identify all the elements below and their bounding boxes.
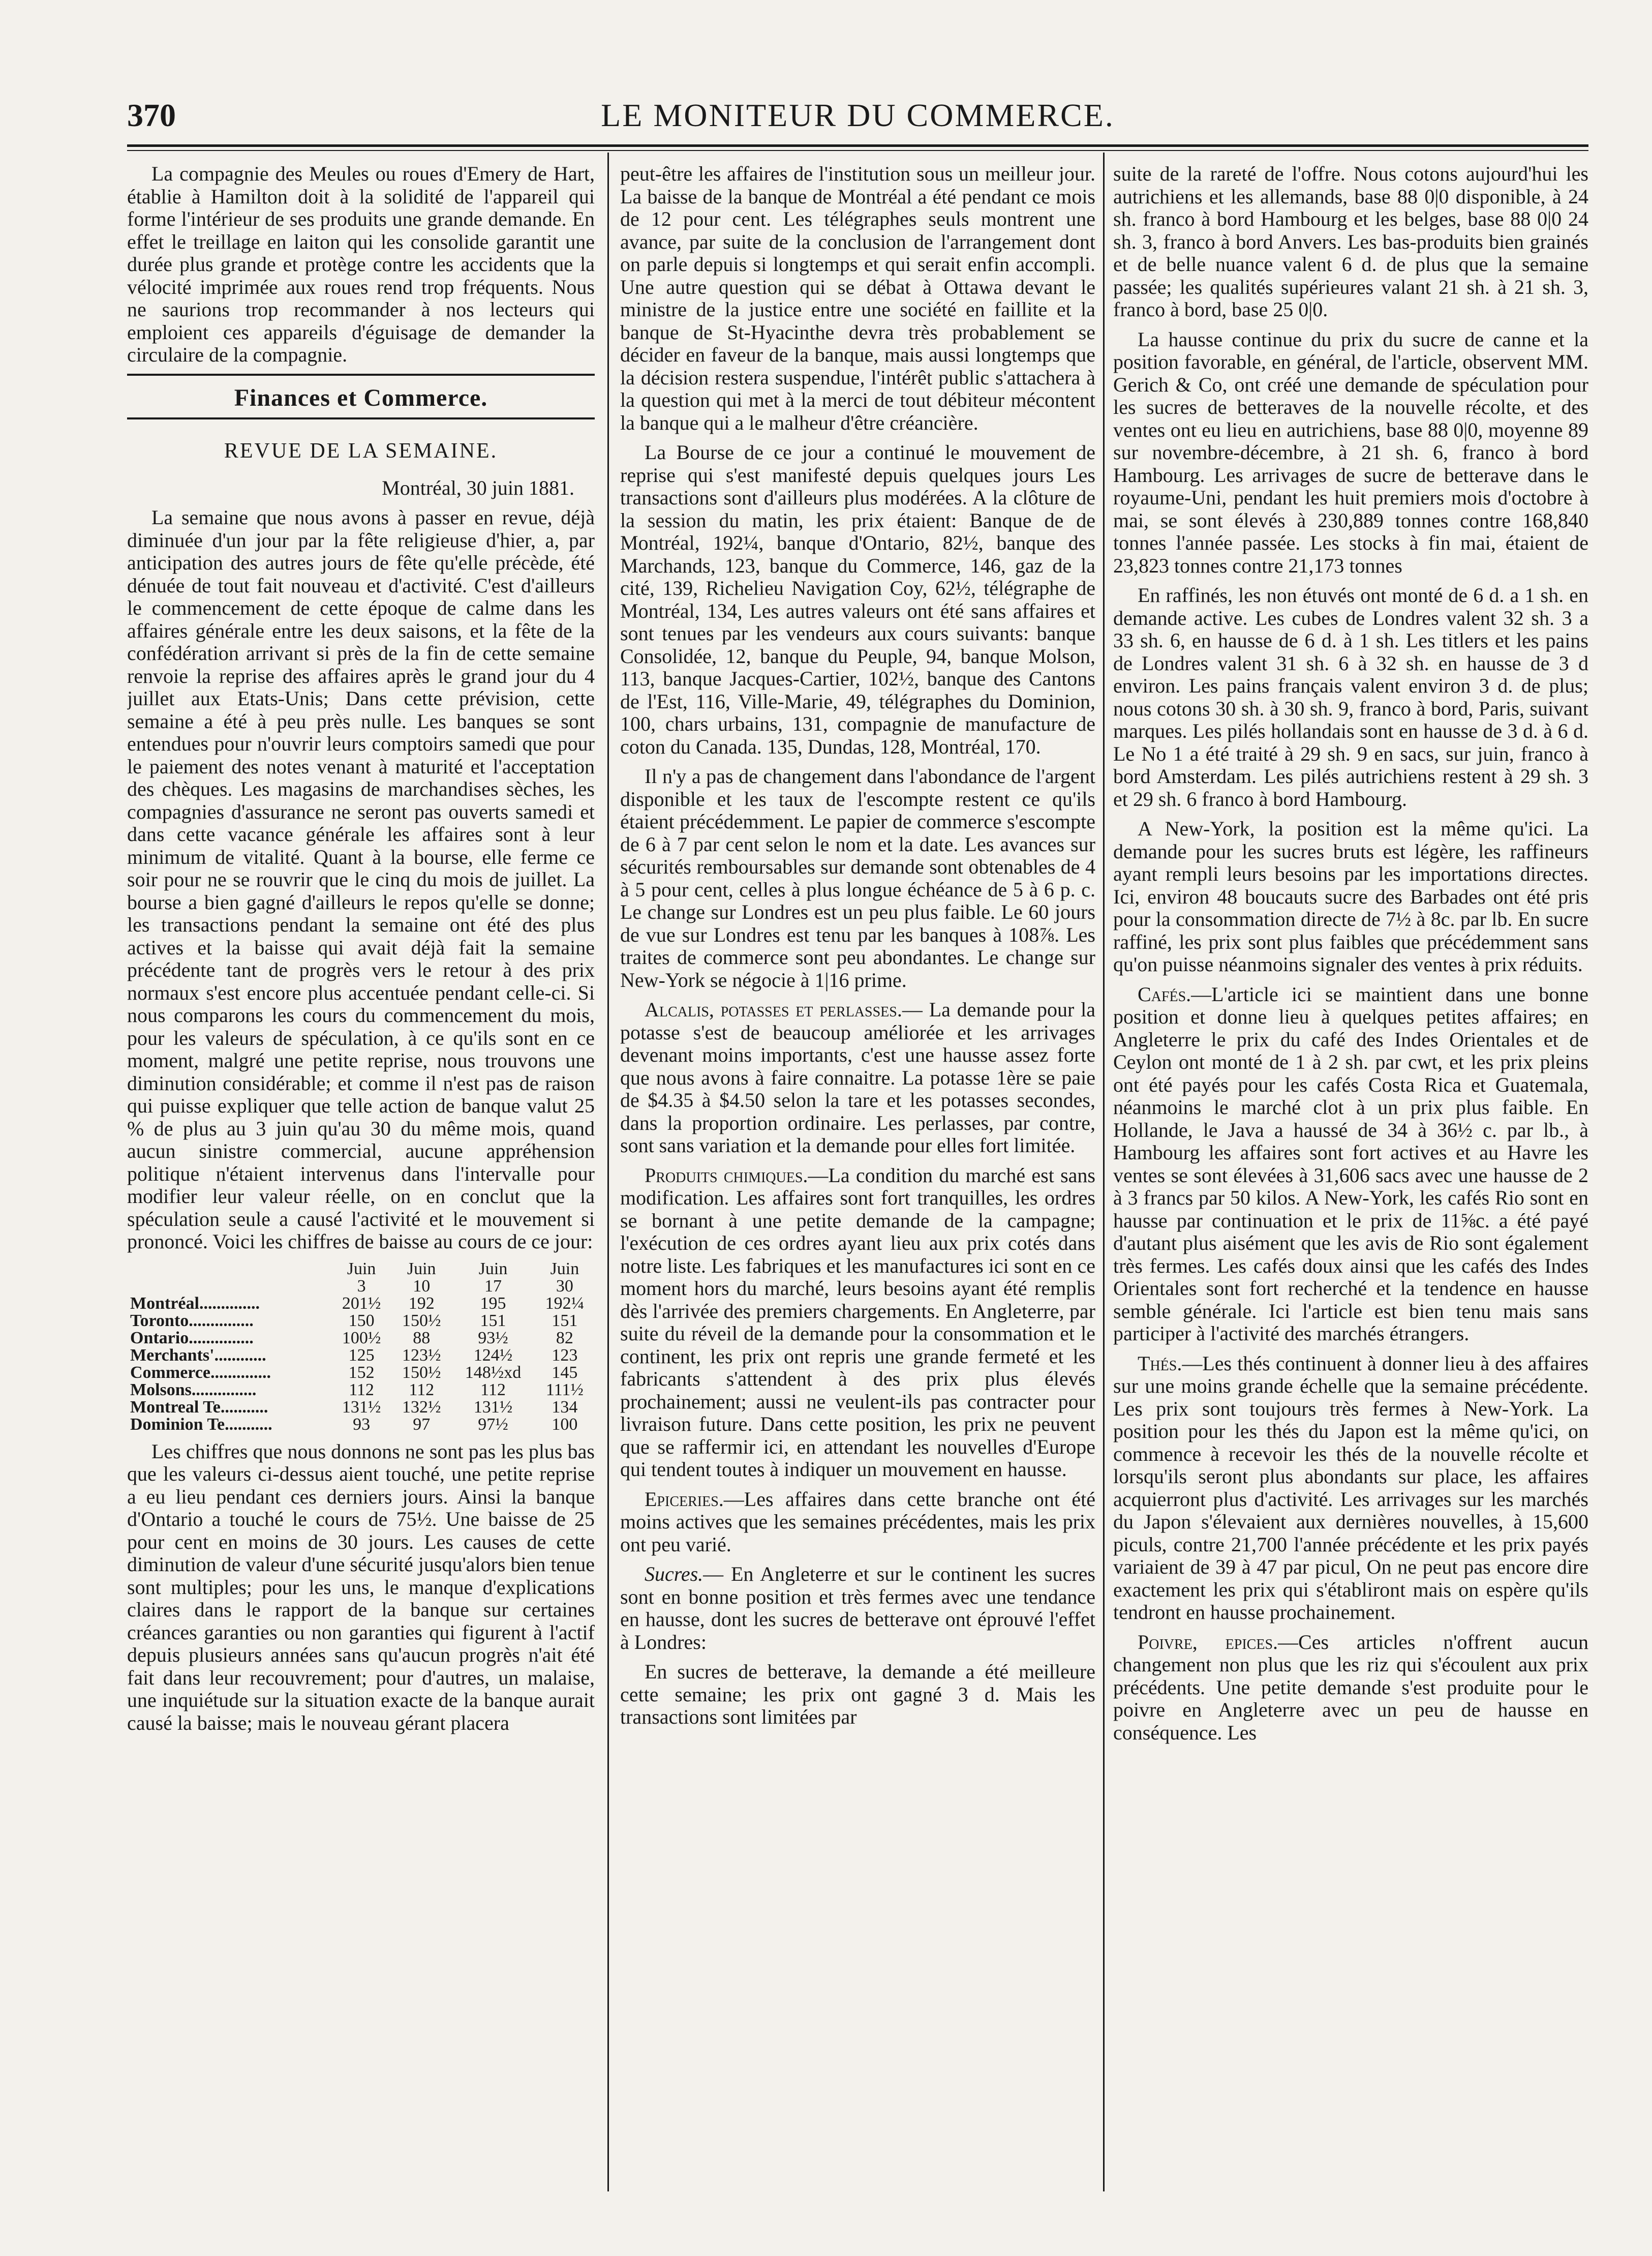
table-cell: Montreal Te........... [130,1397,268,1417]
column-3 [1113,163,1588,2197]
header-rule-thin [127,150,1588,151]
table-header: 10 [413,1276,431,1296]
table-cell: 150½ [402,1363,441,1382]
section-divider [127,374,595,376]
table-header: 3 [357,1276,366,1296]
column-divider [1103,153,1105,2191]
table-row [127,1381,595,1399]
article-paragraph: En sucres de betterave, la demande a été meilleure cette semaine; les prix ont gagné 3 d. Mais les transactions sont limitées par [620,1660,1095,1728]
article-paragraph [1113,1631,1588,1744]
page-header [127,97,1588,142]
table-cell: 100½ [342,1328,381,1347]
table-cell: Dominion Te........... [130,1415,272,1434]
table-cell: 150 [348,1311,375,1330]
table-cell: Montréal.............. [130,1294,260,1313]
table-cell: 111½ [545,1380,584,1399]
paragraph-heading: Alcalis, potasses et perlasses. [645,998,902,1021]
table-cell: 100 [552,1415,578,1434]
page-number: 370 [127,97,176,133]
table-header: 30 [556,1276,573,1296]
article-paragraph: La hausse continue du prix du sucre de canne et la position favorable, en général, de l'article, observent MM. Gerich & Co, ont créé une demande de spéculation pour les sucres de betteraves de la nouvelle récolte, et des ventes ont eu lieu en autrichiens, base 88 0|0, moyenne 89 sur novembre-décembre, à 21 sh. 6, franco à bord Hambourg. Les arrivages de sucre de betterave dans le royaume-Uni, pendant les huit premiers mois d'octobre à mai, se sont élevés à 230,889 tonnes contre 168,840 tonnes l'année passée. Les stocks à fin mai, étaient de 23,823 tonnes contre 21,173 tonnes [1113,327,1588,577]
table-cell: 112 [480,1380,506,1399]
paragraph-heading: Epiceries. [645,1487,724,1511]
paragraph-heading: Thés. [1138,1351,1182,1375]
column-2 [620,163,1095,2197]
article-paragraph [620,1488,1095,1556]
table-cell: 132½ [402,1397,441,1417]
article-paragraph: Les chiffres que nous donnons ne sont pas les plus bas que les valeurs ci-dessus aient touché, une petite reprise a eu lieu pendant ces derniers jours. Ainsi la banque d'Ontario a touché le cours de 75½. Une baisse de 25 pour cent en moins de 30 jours. Les causes de cette diminution de valeur d'une sécurité jusqu'alors bien tenue sont multiples; pour les uns, le manque d'explications claires dans le rapport de la banque sur certaines créances garanties ou non garanties qui figurent à l'actif depuis plusieurs années sans qu'aucun progrès n'ait été fait dans leur recouvrement; pour d'autres, un malaise, une inquiétude sur la situation exacte de la banque aurait causé la baisse; mais le nouveau gérant placera [127,1439,595,1734]
table-cell: 93 [353,1415,371,1434]
header-rule [127,144,1588,147]
dateline: Montréal, 30 juin 1881. [382,476,574,499]
paragraph-body: — En Angleterre et sur le continent les sucres sont en bonne position et très fermes avec une tendance en hausse, dont les sucres de betterave ont éprouvé l'effet à Londres: [620,1562,1095,1653]
table-cell: 201½ [342,1294,381,1313]
stock-price-table [127,1260,595,1433]
table-cell: 112 [409,1380,435,1399]
table-header: Juin [347,1259,376,1278]
table-cell: 131½ [342,1397,381,1417]
table-cell: 134 [552,1397,578,1417]
table-cell: Molsons............... [130,1380,257,1399]
table-cell: 192¼ [545,1294,585,1313]
table-header: Juin [550,1259,579,1278]
table-cell: 152 [348,1363,375,1382]
article-paragraph: En raffinés, les non étuvés ont monté de 6 d. a 1 sh. en demande active. Les cubes de Londres valent 32 sh. 3 a 33 sh. 6, en hausse de 6 d. à 1 sh. Les titlers et les pains de Londres valent 31 sh. 6 à 32 sh. en hausse de 3 d environ. Les pains français valent environ 3 d. de plus; nous cotons 30 sh. à 30 sh. 9, franco à bord, Paris, suivant marques. Les pilés hollandais sont en hausse de 3 d. à 6 d. Le No 1 a été traité à 29 sh. 9 en sacs, sur juin, franco à bord Amsterdam. Les pilés autrichiens restent à 29 sh. 3 et 29 sh. 6 franco à bord Hambourg. [1113,584,1588,810]
article-paragraph: suite de la rareté de l'offre. Nous cotons aujourd'hui les autrichiens et les allemands, base 88 0|0 disponible, à 24 sh. franco à bord Hambourg et les belges, base 88 0|0 24 sh. 3, franco à bord Anvers. Les bas-produits bien grainés et de belle nuance valent 6 d. de plus que la semaine passée; les qualités supérieures valant 21 sh. à 21 sh. 3, franco à bord, base 25 0|0. [1113,163,1588,321]
table-cell: 145 [552,1363,578,1382]
table-cell: Toronto............... [130,1311,254,1330]
table-cell: 97½ [478,1415,508,1434]
paragraph-heading: Cafés. [1138,982,1191,1006]
paragraph-body: —Ces articles n'offrent aucun changement non plus que les riz qui s'écoulent aux prix précédents. Une petite demande s'est produite pour le poivre en Angleterre avec un peu de hausse en conséquence. Les [1113,1630,1588,1744]
table-header: Juin [407,1259,436,1278]
table-row [127,1295,595,1312]
table-cell: 195 [480,1294,506,1313]
table-cell: 123 [552,1345,578,1365]
article-paragraph [1113,983,1588,1345]
article-paragraph [620,999,1095,1157]
table-cell: Commerce.............. [130,1363,271,1382]
article-paragraph: La compagnie des Meules ou roues d'Emery de Hart, établie à Hamilton doit à la solidité de l'appareil qui forme l'intérieur de ses produits une grande demande. En effet le treillage en laiton qui les consolide garantit une durée plus grande et protège contre les accidents que la vélocité imprimée aux roues rend trop fréquents. Nous ne saurions trop recommander à nos lecteurs qui emploient ces appareils d'éguisage de demander la circulaire de la compagnie. [127,163,595,366]
table-cell: 124½ [473,1345,513,1365]
table-cell: 151 [552,1311,578,1330]
table-cell: 131½ [473,1397,513,1417]
paragraph-body: —La condition du marché est sans modification. Les affaires sont fort tranquilles, les ordres se bornant à une petite demande de la campagne; l'exécution de ces ordres ayant lieu aux prix cotés dans notre liste. Les fabriques et les manufactures ici sont en ce moment hors du marché, leurs besoins ayant été remplis dès l'arrivée des premiers chargements. En Angleterre, par suite du réveil de la demande pour la consommation et le continent, les prix ont repris une grande fermeté et les fabricants s'attendent à des prix plus élevés prochainement; aussi ne veulent-ils pas contracter pour livraison future. Dans cette position, les prix ne peuvent que se raffermir ici, en attendant les nouvelles d'Europe qui tendent toutes à indiquer un mouvement en hausse. [620,1163,1095,1481]
section-divider [127,417,595,419]
article-paragraph: A New-York, la position est la même qu'ici. La demande pour les sucres bruts est légère, les raffineurs ayant rempli leurs besoins par les importations directes. Ici, environ 48 boucauts sucre des Barbades ont été pris pour la consommation directe de 7½ à 8c. par lb. En sucre raffiné, les prix sont plus faibles que précédemment sans qu'on puisse néanmoins signaler des ventes à prix réduits. [1113,817,1588,976]
table-header-row [127,1260,595,1278]
table-cell: 125 [348,1345,375,1365]
table-header: 17 [484,1276,502,1296]
table-cell: 88 [413,1328,431,1347]
table-cell: Ontario............... [130,1328,254,1347]
paragraph-body: — La demande pour la potasse s'est de beaucoup améliorée et les arrivages devenant moins importants, c'est une hausse assez forte que nous avons à faire connaitre. La potasse 1ère se paie de $4.35 à $4.50 selon la tare et les potasses secondes, dans la proportion ordinaire. Les perlasses, par contre, sont sans variation et la demande pour elles fort limitée. [620,998,1095,1157]
table-row [127,1416,595,1433]
paragraph-body: —Les affaires dans cette branche ont été moins actives que les semaines précédentes, mais les prix ont peu varié. [620,1487,1095,1556]
table-row [127,1399,595,1416]
article-paragraph: Il n'y a pas de changement dans l'abondance de l'argent disponible et les taux de l'escompte restent ce qu'ils étaient précédemment. Le papier de commerce s'escompte de 6 à 7 par cent selon le nom et la date. Les avances sur sécurités remboursables sur demande sont obtenables de 4 à 5 pour cent, celles à plus longue échéance de 5 à 6 p. c. Le change sur Londres est un peu plus faible. Le 60 jours de vue sur Londres est tenu par les banques à 108⅞. Les traites de commerce sont peu abondantes. Le change sur New-York se négocie à 1|16 prime. [620,765,1095,991]
article-paragraph [620,1164,1095,1481]
table-cell: 112 [349,1380,374,1399]
article-paragraph [620,1563,1095,1653]
table-cell: Merchants'............ [130,1345,266,1365]
article-paragraph: La Bourse de ce jour a continué le mouvement de reprise qui s'est manifesté depuis quelques jours Les transactions sont d'ailleurs plus modérées. A la clôture de la session du matin, les prix étaient: Banque de de Montréal, 192¼, banque d'Ontario, 82½, banque des Marchands, 123, banque du Commerce, 146, gaz de la cité, 139, Richelieu Navigation Coy, 62½, télégraphe de Montréal, 134, Les autres valeurs ont été sans affaires et sont tenues par les vendeurs aux cours suivants: banque Consolidée, 12, banque du Peuple, 94, banque Molson, 113, banque Jacques-Cartier, 102½, banque des Cantons de l'Est, 116, Ville-Marie, 49, télégraphes du Dominion, 100, chars urbains, 131, compagnie de manufacture de coton du Canada. 135, Dundas, 128, Montréal, 170. [620,441,1095,758]
table-cell: 123½ [402,1345,441,1365]
table-row [127,1347,595,1364]
paragraph-heading: Sucres. [645,1562,703,1585]
paragraph-body: —Les thés continuent à donner lieu à des affaires sur une moins grande échelle que la semaine précédente. Les prix sont toujours très fermes à New-York. La position pour les thés du Japon est la même qu'ici, on commence à recevoir les thés de la nouvelle récolte et lorsqu'ils seront plus abondants sur place, les affaires acquierront plus d'activité. Les arrivages sur les marchés du Japon s'élevaient aux dernières nouvelles, à 15,600 piculs, contre 21,700 l'année précédente et les prix payés variaient de 39 à 47 par picul, On ne peut pas encore dire exactement les prix qui s'établiront mais on espère qu'ils tendront en hausse prochainement. [1113,1351,1588,1623]
table-row [127,1364,595,1381]
section-subtitle: REVUE DE LA SEMAINE. [224,439,498,463]
article-paragraph [1113,1352,1588,1624]
table-header-row [127,1278,595,1295]
paragraph-heading: Produits chimiques. [645,1163,808,1187]
masthead-title: LE MONITEUR DU COMMERCE. [601,97,1115,133]
table-cell: 151 [480,1311,506,1330]
table-cell: 150½ [402,1311,441,1330]
column-1 [127,163,595,2197]
article-paragraph: La semaine que nous avons à passer en revue, déjà diminuée d'un jour par la fête religieuse d'hier, a, par anticipation des autres jours de fête qu'elle précède, été dénuée de tout fait nouveau et d'activité. C'est d'ailleurs le commencement de cette époque de calme dans les affaires générale entre les deux saisons, et la fête de la confédération arrivant si près de la fin de cette semaine renvoie la reprise des affaires après le grand jour du 4 juillet aux Etats-Unis; Dans cette prévision, cette semaine a été à peu près nulle. Les banques se sont entendues pour n'ouvrir leurs comptoirs samedi que pour le paiement des notes venant à maturité et l'acceptation des chèques. Les magasins de marchandises sèches, les compagnies d'assurance ne seront pas ouverts samedi et dans cette vacance générale les affaires sont à leur minimum de vitalité. Quant à la bourse, elle ferme ce soir pour ne se rouvrir que le cinq du mois de juillet. La bourse a bien gagné d'ailleurs le repos qu'elle se donne; les transactions pendant la semaine ont été des plus actives et la baisse qui avait déjà fait la semaine précédente tant de progrès vers le retour à des prix normaux s'est encore plus accentuée pendant celle-ci. Si nous comparons les cours du commencement du mois, pour les valeurs de spéculation, à ce qu'ils sont en ce moment, malgré une petite reprise, nous trouvons une diminution considérable; et comme il n'est pas de raison qui puisse expliquer que telle action de banque valut 25 % de plus au 3 juin qu'au 30 du même mois, quand aucun sinistre commercial, aucune appréhension politique n'étaient intervenus dans l'intervalle pour modifier leur valeur réelle, on en conclut que la spéculation seule a causé l'activité et le mouvement si prononcé. Voici les chiffres de baisse au cours de ce jour: [127,506,595,1253]
paragraph-body: —L'article ici se maintient dans une bonne position et donne lieu à quelques petites affaires; en Angleterre le prix du café des Indes Orientales et de Ceylon ont monté de 1 à 2 sh. par cwt, et les prix pleins ont été payés pour les cafés Costa Rica et Guatemala, néanmoins le marché clot à un prix plus faible. En Hollande, le Java a haussé de 34 à 36½ c. par lb., à Hambourg les affaires sont fort actives et au Havre les ventes se sont élevées à 31,606 sacs avec une hausse de 2 à 3 francs par 50 kilos. A New-York, les cafés Rio sont en hausse par continuation et le prix de 11⅝c. a été payé d'autant plus aisément que les avis de Rio sont également très fermes. Les cafés doux ainsi que les cafés des Indes Orientales sont fort recherché et la tendence en hausse semble générale. Ici l'article est bien tenu mais sans participer à l'activité des marchés étrangers. [1113,982,1588,1345]
article-paragraph: peut-être les affaires de l'institution sous un meilleur jour. La baisse de la banque de Montréal a été pendant ce mois de 12 pour cent. Les télégraphes seuls montrent une avance, par suite de la conclusion de l'arrangement dont on parle depuis si longtemps et qui serait enfin accompli. Une autre question qui se débat à Ottawa devant le ministre de la justice entre une société en faillite et la banque de St-Hyacinthe devra très probablement se décider en faveur de la banque, mais aussi longtemps que la décision restera suspendue, l'intérêt public s'attachera à la question qui met à la merci de tout débiteur mécontent la banque qui a le malheur d'être créancière. [620,163,1095,434]
table-header: Juin [478,1259,508,1278]
table-cell: 82 [556,1328,573,1347]
table-cell: 148½xd [465,1363,522,1382]
table-cell: 192 [408,1294,435,1313]
section-title: Finances et Commerce. [234,384,488,411]
paragraph-heading: Poivre, epices. [1138,1630,1278,1653]
table-cell: 97 [413,1415,431,1434]
table-cell: 93½ [478,1328,508,1347]
table-row [127,1330,595,1347]
table-row [127,1312,595,1330]
column-divider [607,153,609,2191]
